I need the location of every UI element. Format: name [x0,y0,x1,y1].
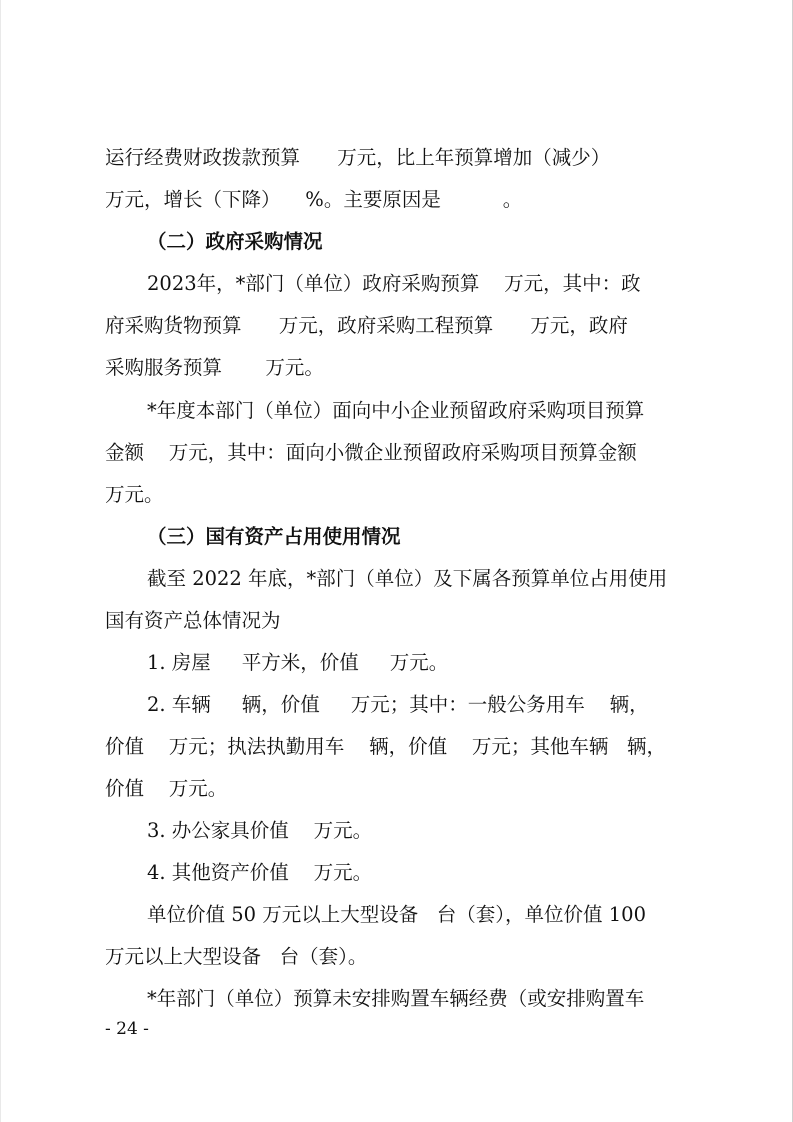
body-text-line: 价值 万元。 [105,777,228,800]
list-item-housing: 1. 房屋 平方米，价值 万元。 [147,651,449,674]
section-heading-government-procurement: （二）政府采购情况 [147,230,323,253]
body-text-line: *年度本部门（单位）面向中小企业预留政府采购项目预算 [147,399,645,422]
body-text-line: 2023年，*部门（单位）政府采购预算 万元，其中：政 [147,272,641,295]
body-text-line: 单位价值 50 万元以上大型设备 台（套），单位价值 100 [147,903,646,926]
list-item-vehicles: 2. 车辆 辆，价值 万元；其中：一般公务用车 辆， [147,693,649,716]
body-text-line: 金额 万元，其中：面向小微企业预留政府采购项目预算金额 [105,441,637,464]
body-text-line: 采购服务预算 万元。 [105,356,324,379]
list-item-other-assets: 4. 其他资产价值 万元。 [147,861,373,884]
body-text-line: 价值 万元；执法执勤用车 辆，价值 万元；其他车辆 辆， [105,735,666,758]
body-text-line: *年部门（单位）预算未安排购置车辆经费（或安排购置车 [147,987,645,1010]
body-text-line: 截至 2022 年底，*部门（单位）及下属各预算单位占用使用 [147,567,668,590]
body-text-line: 国有资产总体情况为 [105,609,281,632]
page-number: - 24 - [105,1019,149,1039]
body-text-line: 府采购货物预算 万元，政府采购工程预算 万元，政府 [105,314,628,337]
body-text-line: 运行经费财政拨款预算 万元，比上年预算增加（减少） [105,146,611,169]
body-text-line: 万元，增长（下降） %。主要原因是 。 [105,188,523,211]
body-text-line: 万元。 [105,483,164,506]
section-heading-state-assets: （三）国有资产占用使用情况 [147,525,401,548]
list-item-office-furniture: 3. 办公家具价值 万元。 [147,819,373,842]
body-text-line: 万元以上大型设备 台（套）。 [105,945,368,968]
